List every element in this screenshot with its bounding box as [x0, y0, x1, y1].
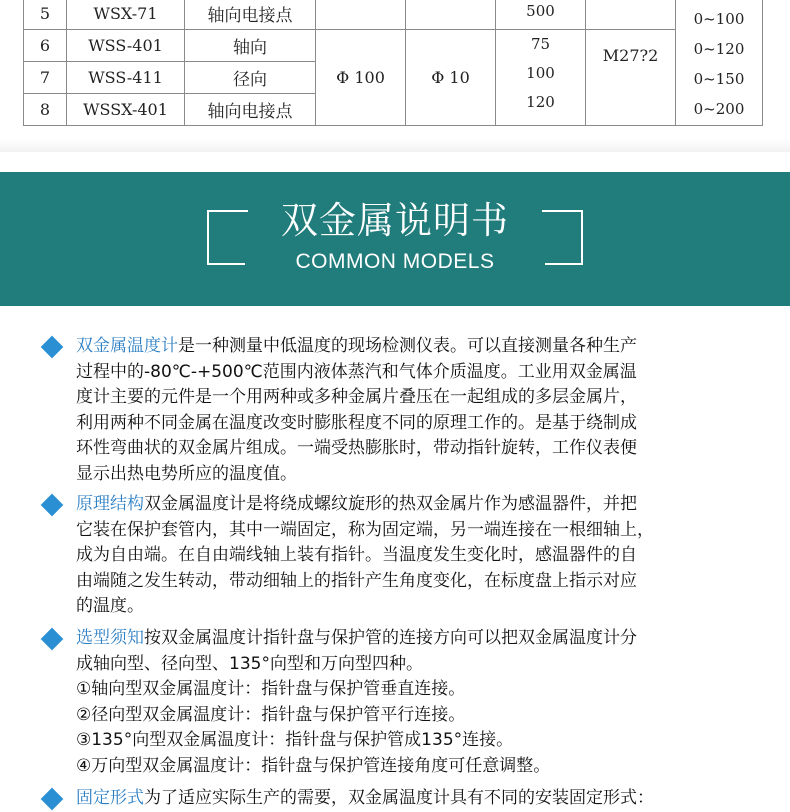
tube-diameter-cell-top — [406, 0, 496, 30]
text-line: 度计主要的元件是一个用两种或多种金属片叠压在一起组成的多层金属片， — [76, 387, 637, 407]
table-row — [24, 30, 763, 62]
range-value: 0~120 — [693, 40, 745, 58]
text-line: ②径向型双金属温度计：指针盘与保护管平行连接。 — [76, 704, 466, 725]
model-cell: WSSX-401 — [67, 94, 185, 126]
row-number: 7 — [24, 62, 67, 94]
length-value: 120 — [526, 93, 555, 111]
model-cell: WSS-401 — [67, 30, 185, 62]
row-number: 6 — [24, 30, 67, 62]
range-value: 0~150 — [693, 70, 745, 88]
length-value: 75 — [530, 35, 551, 53]
text-line: 为了适应实际生产的需要，双金属温度计具有不同的安装固定形式： — [144, 788, 654, 808]
section-bimetal-intro — [38, 334, 750, 487]
text-line: 显示出热电势所应的温度值。 — [76, 463, 297, 484]
text-line: 过程中的-80℃-+500℃范围内液体蒸汽和气体介质温度。工业用双金属温 — [76, 361, 637, 382]
text-line: 成为自由端。在自由端线轴上装有指针。当温度发生变化时，感温器件的自 — [76, 545, 637, 565]
length-cell — [496, 0, 586, 30]
text-line: 环性弯曲状的双金属片组成。一端受热膨胀时，带动指针旋转，工作仪表便 — [76, 438, 637, 458]
text-line: 利用两种不同金属在温度改变时膨胀程度不同的原理工作的。是基于绕制成 — [76, 412, 637, 433]
section-selection — [38, 626, 750, 779]
text-line: 是一种测量中低温度的现场检测仪表。可以直接测量各种生产 — [178, 336, 637, 356]
length-value: 500 — [526, 2, 555, 20]
range-value: 0~200 — [693, 100, 745, 118]
section-text — [76, 626, 750, 779]
type-cell: 轴向 — [185, 30, 316, 62]
row-number: 5 — [24, 0, 67, 30]
section-keyword: 选型须知 — [76, 628, 144, 648]
model-cell: WSS-411 — [67, 62, 185, 94]
section-mounting — [38, 786, 750, 812]
text-line: ①轴向型双金属温度计：指针盘与保护管垂直连接。 — [76, 679, 466, 699]
text-line: 按双金属温度计指针盘与保护管的连接方向可以把双金属温度计分 — [144, 628, 637, 648]
text-line: 由端随之发生转动，带动细轴上的指针产生角度变化，在标度盘上指示对应 — [76, 570, 637, 591]
model-table-section — [0, 0, 790, 152]
diamond-bullet-icon — [41, 336, 64, 359]
thread-cell: M27?2 — [586, 30, 676, 126]
table-bottom-shade — [0, 138, 790, 152]
text-line: ③135°向型双金属温度计：指针盘与保护管成135°连接。 — [76, 730, 514, 750]
text-line: ④万向型双金属温度计：指针盘与保护管连接角度可任意调整。 — [76, 755, 551, 776]
length-cell — [496, 30, 586, 126]
model-table — [23, 0, 763, 126]
section-text — [76, 334, 750, 487]
range-value: 0~100 — [693, 10, 745, 28]
tube-diameter-cell: Φ 10 — [406, 30, 496, 126]
type-cell: 轴向电接点 — [185, 94, 316, 126]
section-text — [76, 786, 750, 812]
section-principle — [38, 492, 750, 620]
diamond-bullet-icon — [41, 494, 64, 517]
text-line: 它装在保护套管内，其中一端固定，称为固定端，另一端连接在一根细轴上， — [76, 519, 654, 540]
range-cell — [676, 0, 763, 126]
type-cell: 轴向电接点 — [185, 0, 316, 30]
text-line: 双金属温度计是将绕成螺纹旋形的热双金属片作为感温器件，并把 — [144, 494, 637, 514]
row-number: 8 — [24, 94, 67, 126]
section-keyword: 原理结构 — [76, 494, 144, 514]
section-text — [76, 492, 750, 620]
model-cell: WSX-71 — [67, 0, 185, 30]
dial-diameter-cell-top — [316, 0, 406, 30]
diamond-bullet-icon — [41, 788, 64, 811]
type-cell: 径向 — [185, 62, 316, 94]
thread-cell-top — [586, 0, 676, 30]
banner-subtitle: COMMON MODELS — [295, 250, 495, 273]
dial-diameter-cell: Φ 100 — [316, 30, 406, 126]
section-keyword: 固定形式 — [76, 788, 144, 808]
banner-title: 双金属说明书 — [281, 199, 509, 242]
length-value: 100 — [526, 64, 555, 82]
text-line: 的温度。 — [76, 596, 144, 616]
diamond-bullet-icon — [41, 628, 64, 651]
table-row — [24, 0, 763, 30]
text-line: 成轴向型、径向型、135°向型和万向型四种。 — [76, 653, 423, 674]
section-keyword: 双金属温度计 — [76, 336, 178, 356]
